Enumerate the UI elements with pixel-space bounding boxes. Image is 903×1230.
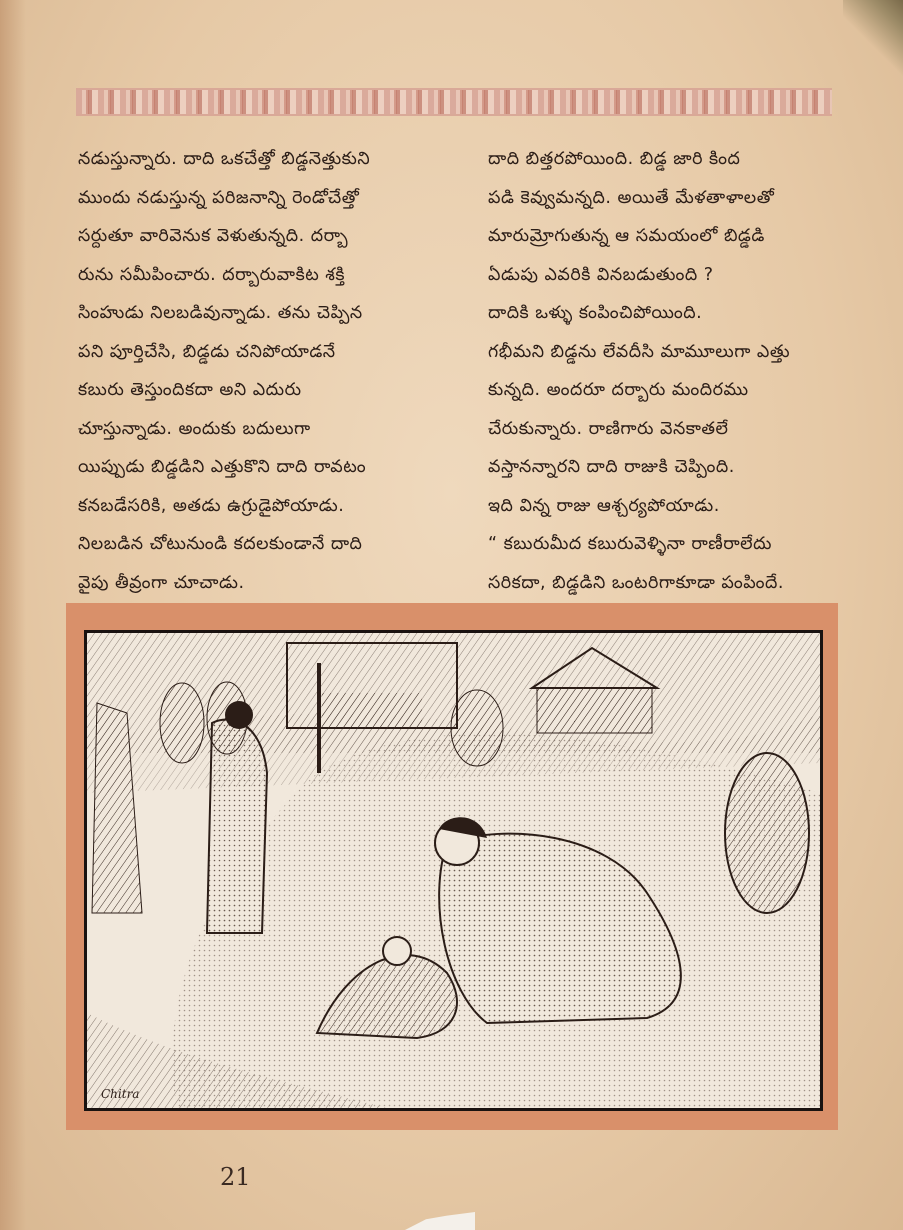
right-text-column <box>488 140 868 602</box>
text-line: గభీమని బిడ్డను లేవదీసి మామూలుగా ఎత్తు <box>488 341 791 362</box>
worn-corner <box>843 0 903 80</box>
topiary-bush <box>451 690 503 766</box>
text-line: ముందు నడుస్తున్న పరిజనాన్ని రెండోచేత్తో <box>78 187 360 208</box>
text-line: యిప్పుడు బిడ్డడిని ఎత్తుకొని దాది రావటం <box>78 457 367 477</box>
text-line: వైపు తీవ్రంగా చూచాడు. <box>78 572 245 593</box>
text-line: పడి కెవ్వుమన్నది. అయితే మేళతాళాలతో <box>488 187 775 208</box>
story-illustration <box>66 603 838 1130</box>
text-line: సింహుడు నిలబడివున్నాడు. తను చెప్పిన <box>78 303 363 323</box>
text-line: “ కబురుమీద కబురువెళ్ళినా రాణీరాలేదు <box>488 534 772 554</box>
decorative-border <box>76 88 832 116</box>
text-line: నడుస్తున్నారు. దాది ఒకచేత్తో బిడ్డనెత్తుకుని <box>78 149 371 169</box>
text-line: దాది బిత్తరపోయింది. బిడ్డ జారి కింద <box>488 149 741 169</box>
text-line: మారుమ్రోగుతున్న ఆ సమయంలో బిడ్డడి <box>488 226 765 246</box>
text-line: కున్నది. అందరూ దర్బారు మందిరము <box>488 380 749 400</box>
topiary-bush <box>725 753 809 913</box>
text-line: చేరుకున్నారు. రాణిగారు వెనకాతలే <box>488 418 729 439</box>
text-line: రును సమీపించారు. దర్బారువాకిట శక్తి <box>78 264 346 285</box>
text-line: సర్దుతూ వారివెనుక వెళుతున్నది. దర్బా <box>78 226 349 246</box>
garden-scene-drawing <box>87 633 820 1108</box>
text-line: నిలబడిన చోటునుండి కదలకుండానే దాది <box>78 534 363 554</box>
artist-signature: Chitra <box>101 1087 140 1101</box>
topiary-bush <box>160 683 204 763</box>
illustration-panel <box>84 630 823 1111</box>
text-line: వస్తానన్నారని దాది రాజుకి చెప్పింది. <box>488 457 735 477</box>
page-number: 21 <box>220 1163 251 1191</box>
text-line: దాదికి ఒళ్ళు కంపించిపోయింది. <box>488 303 703 323</box>
text-line: కబురు తెస్తుందికదా అని ఎదురు <box>78 380 302 400</box>
binding-shadow <box>0 0 26 1230</box>
torn-edge <box>405 1212 475 1230</box>
text-line: ఏడుపు ఎవరికి వినబడుతుంది ? <box>488 264 714 285</box>
text-line: పని పూర్తిచేసి, బిడ్డడు చనిపోయాడనే <box>78 341 336 362</box>
text-line: సరికదా, బిడ్డడిని ఒంటరిగాకూడా పంపిందే. <box>488 572 784 593</box>
text-line: చూస్తున్నాడు. అందుకు బదులుగా <box>78 418 311 439</box>
left-text-column <box>78 140 458 602</box>
text-line: ఇది విన్న రాజు ఆశ్చర్యపోయాడు. <box>488 495 720 516</box>
text-line: కనబడేసరికి, అతడు ఉగ్రుడైపోయాడు. <box>78 495 345 516</box>
